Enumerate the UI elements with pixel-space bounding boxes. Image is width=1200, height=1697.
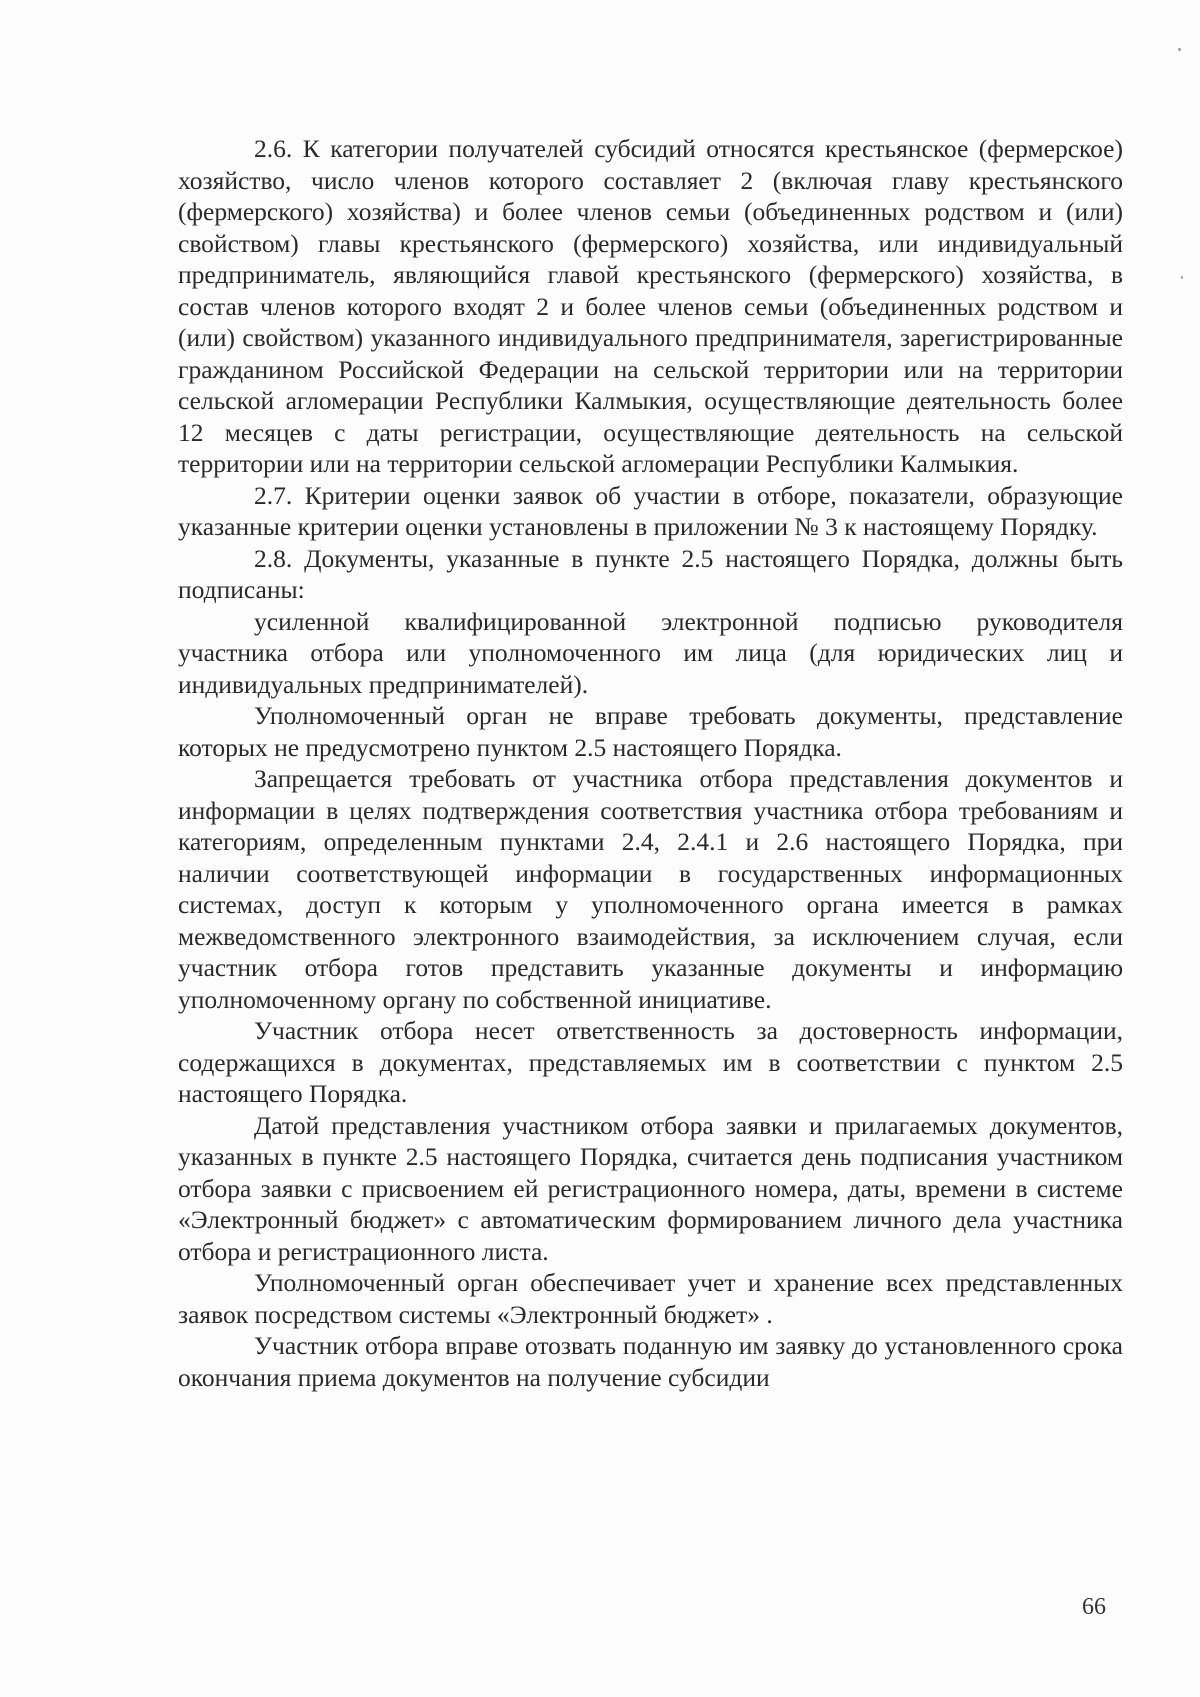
paragraph-prohibition: Запрещается требовать от участника отбора представления документов и информации в целях подтверждения соответствия участника отбора требованиям и категориям, определенным пунктами 2.4, 2.4.1 и 2.6 настоящего Порядка, при наличии соответствующей информации в государственных информационных системах, доступ к которым у уполномоченного органа имеется в рамках межведомственного электронного взаимодействия, за исключением случая, если участник отбора готов представить указанные документы и информацию уполномоченному органу по собственной инициативе. <box>178 764 1123 1014</box>
page-number: 66 <box>1082 1594 1106 1620</box>
paragraph-2-8: 2.8. Документы, указанные в пункте 2.5 настоящего Порядка, должны быть подписаны: <box>178 543 1123 604</box>
paragraph-submission-date: Датой представления участником отбора заявки и прилагаемых документов, указанных в пункте 2.5 настоящего Порядка, считается день подписания участником отбора заявки с присвоением ей регистрационного номера, даты, времени в системе «Электронный бюджет» с автоматическим формированием личного дела участника отбора и регистрационного листа. <box>178 1110 1123 1266</box>
scan-speck <box>1178 48 1181 51</box>
paragraph-storage: Уполномоченный орган обеспечивает учет и хранение всех представленных заявок посредством системы «Электронный бюджет» . <box>178 1268 1123 1329</box>
paragraph-withdrawal: Участник отбора вправе отозвать поданную им заявку до установленного срока окончания приема документов на получение субсидии <box>178 1331 1123 1392</box>
paragraph-2-6: 2.6. К категории получателей субсидий относятся крестьянское (фермерское) хозяйство, число членов которого составляет 2 (включая главу крестьянского (фермерского) хозяйства) и более членов семьи (объединенных родством и (или) свойством) главы крестьянского (фермерского) хозяйства, или индивидуальный предприниматель, являющийся главой крестьянского (фермерского) хозяйства, в состав членов которого входят 2 и более членов семьи (объединенных родством и (или) свойством) указанного индивидуального предпринимателя, зарегистрированные гражданином Российской Федерации на сельской территории или на территории сельской агломерации Республики Калмыкия, осуществляющие деятельность более 12 месяцев с даты регистрации, осуществляющие деятельность на сельской территории или на территории сельской агломерации Республики Калмыкия. <box>178 134 1123 478</box>
document-body <box>178 133 1123 1393</box>
paragraph-2-7: 2.7. Критерии оценки заявок об участии в отборе, показатели, образующие указанные критерии оценки установлены в приложении № 3 к настоящему Порядку. <box>178 480 1123 541</box>
paragraph-signature-requirement: усиленной квалифицированной электронной подписью руководителя участника отбора или уполномоченного им лица (для юридических лиц и индивидуальных предпринимателей). <box>178 606 1123 699</box>
paragraph-authority-restriction: Уполномоченный орган не вправе требовать документы, представление которых не предусмотрено пунктом 2.5 настоящего Порядка. <box>178 701 1123 762</box>
paragraph-responsibility: Участник отбора несет ответственность за достоверность информации, содержащихся в документах, представляемых им в соответствии с пунктом 2.5 настоящего Порядка. <box>178 1016 1123 1108</box>
scan-speck <box>1181 276 1183 279</box>
